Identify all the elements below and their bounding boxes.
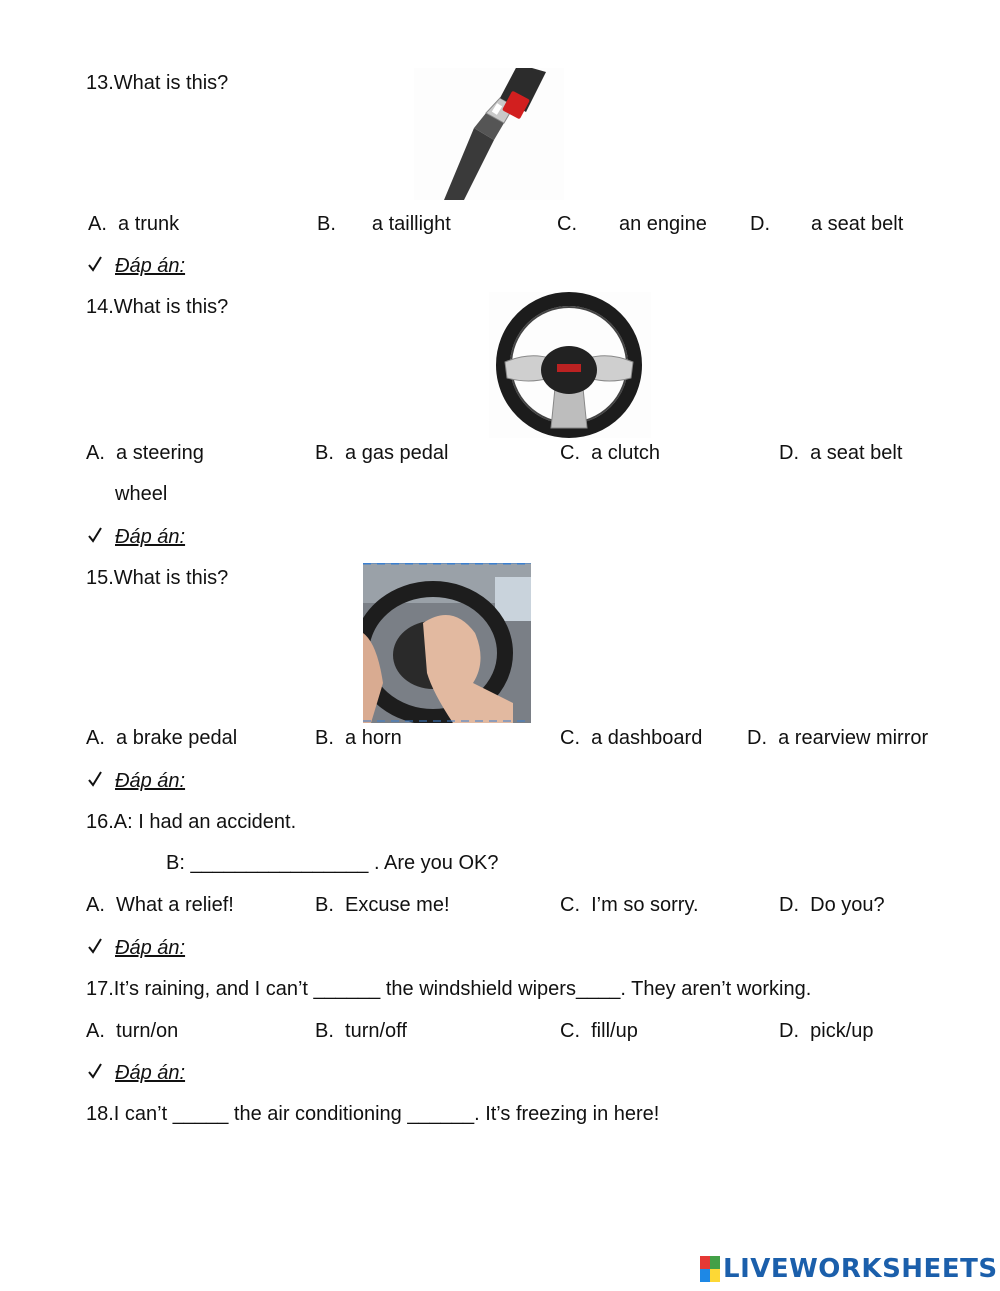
option-17d[interactable] <box>779 1019 874 1043</box>
option-16a[interactable] <box>86 893 234 917</box>
question-18-stem: 18.I can’t _____ the air conditioning ______. It’s freezing in here! <box>86 1103 660 1125</box>
option-letter: D. <box>750 213 770 235</box>
option-text: a seat belt <box>811 213 904 235</box>
option-13a[interactable] <box>88 212 179 236</box>
option-letter: B. <box>315 727 334 749</box>
option-text: Do you? <box>810 894 885 916</box>
liveworksheets-logo <box>700 1254 998 1284</box>
option-text: turn/on <box>116 1020 179 1042</box>
option-13c[interactable] <box>557 212 707 236</box>
option-letter: A. <box>86 1020 105 1042</box>
option-letter: A. <box>86 727 105 749</box>
hand-pressing-horn-image <box>363 563 531 723</box>
option-letter: D. <box>779 1020 799 1042</box>
option-15c[interactable] <box>560 726 702 750</box>
option-text: a seat belt <box>810 442 903 464</box>
option-text: a brake pedal <box>116 727 238 749</box>
steering-wheel-image <box>489 292 651 438</box>
option-text: fill/up <box>591 1020 638 1042</box>
option-letter: A. <box>88 213 107 235</box>
option-14a[interactable] <box>86 441 204 465</box>
checkmark-icon <box>87 255 103 273</box>
checkmark-icon <box>87 526 103 544</box>
option-letter: A. <box>86 894 105 916</box>
option-letter: D. <box>747 727 767 749</box>
option-letter: B. <box>315 442 334 464</box>
option-15a[interactable] <box>86 726 237 750</box>
question-16-line2: B: ________________ . Are you OK? <box>166 852 499 874</box>
option-letter: D. <box>779 894 799 916</box>
option-17a[interactable] <box>86 1019 178 1043</box>
option-letter: C. <box>560 727 580 749</box>
option-text: a gas pedal <box>345 442 449 464</box>
option-text: a taillight <box>371 213 451 235</box>
option-text: What a relief! <box>116 894 234 916</box>
question-14-stem: 14.What is this? <box>86 296 229 318</box>
answer-label-17: Đáp án: <box>115 1062 186 1084</box>
option-15b[interactable] <box>315 726 402 750</box>
answer-label-16: Đáp án: <box>115 937 186 959</box>
question-13-stem: 13.What is this? <box>86 72 229 94</box>
option-text: a steering <box>116 442 204 464</box>
option-16b[interactable] <box>315 893 450 917</box>
checkmark-icon <box>87 937 103 955</box>
option-16c[interactable] <box>560 893 699 917</box>
answer-label-14: Đáp án: <box>115 526 186 548</box>
option-14d[interactable] <box>779 441 902 465</box>
option-letter: C. <box>560 442 580 464</box>
question-16-stem: 16.A: I had an accident. <box>86 811 297 833</box>
option-letter: B. <box>317 213 336 235</box>
question-17-stem: 17.It’s raining, and I can’t ______ the windshield wipers____. They aren’t working. <box>86 978 812 1000</box>
option-text: Excuse me! <box>345 894 450 916</box>
option-15d[interactable] <box>747 726 928 750</box>
option-letter: B. <box>315 1020 334 1042</box>
option-17b[interactable] <box>315 1019 407 1043</box>
option-letter: B. <box>315 894 334 916</box>
option-17c[interactable] <box>560 1019 638 1043</box>
option-text: a horn <box>345 727 402 749</box>
option-14b[interactable] <box>315 441 448 465</box>
option-text: a trunk <box>118 213 180 235</box>
answer-label-13: Đáp án: <box>115 255 186 277</box>
option-13b[interactable] <box>317 212 451 236</box>
liveworksheets-logo-icon <box>700 1256 720 1282</box>
option-text: a rearview mirror <box>778 727 929 749</box>
option-14a-continuation: wheel <box>115 483 168 505</box>
question-15-stem: 15.What is this? <box>86 567 229 589</box>
option-letter: C. <box>560 1020 580 1042</box>
option-letter: A. <box>86 442 105 464</box>
option-letter: C. <box>560 894 580 916</box>
option-14c[interactable] <box>560 441 660 465</box>
option-text: pick/up <box>810 1020 874 1042</box>
option-text: turn/off <box>345 1020 407 1042</box>
option-letter: D. <box>779 442 799 464</box>
checkmark-icon <box>87 770 103 788</box>
option-text: I’m so sorry. <box>591 894 699 916</box>
option-16d[interactable] <box>779 893 885 917</box>
option-text: a dashboard <box>591 727 703 749</box>
option-letter: C. <box>557 213 577 235</box>
option-text: an engine <box>619 213 707 235</box>
liveworksheets-logo-text: LIVEWORKSHEETS <box>723 1254 998 1284</box>
option-text: a clutch <box>591 442 661 464</box>
answer-label-15: Đáp án: <box>115 770 186 792</box>
checkmark-icon <box>87 1062 103 1080</box>
seat-belt-buckle-image <box>414 68 564 200</box>
option-13d[interactable] <box>750 212 903 236</box>
